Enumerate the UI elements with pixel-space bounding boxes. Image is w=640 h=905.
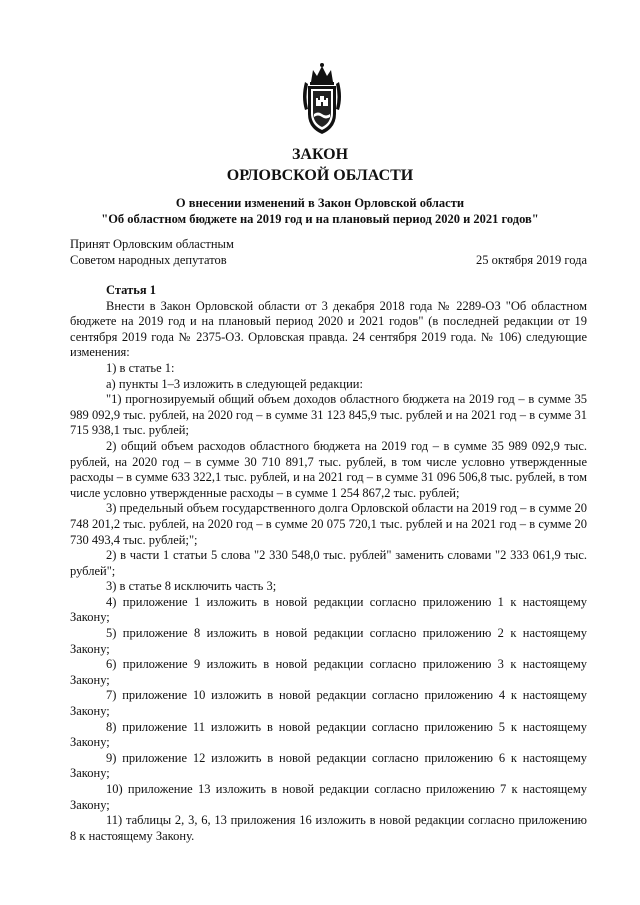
article-paragraph: Внести в Закон Орловской области от 3 декабря 2018 года № 2289-ОЗ "Об областном бюджете на 2019 год и на плановый период 2020 и 2021 годов" (в последней редакции от 19 сентября 2019 года № 2375-ОЗ. Орловская правда. 24 сентября 2019 года. № 106) следующие изменения: (70, 298, 587, 360)
article-paragraph: 7) приложение 10 изложить в новой редакции согласно приложению 4 к настоящему Закону; (70, 688, 587, 719)
article-paragraph: 1) в статье 1: (106, 360, 175, 375)
article-paragraph: а) пункты 1–3 изложить в следующей редакции: (106, 376, 363, 391)
article-paragraph: 3) в статье 8 исключить часть 3; (106, 579, 277, 594)
article-body (70, 283, 587, 844)
document-subject-line2: "Об областном бюджете на 2019 год и на плановый период 2020 и 2021 годов" (101, 212, 539, 226)
article-paragraph: 4) приложение 1 изложить в новой редакции согласно приложению 1 к настоящему Закону; (70, 594, 587, 625)
adoption-line2: Советом народных депутатов (70, 253, 227, 267)
orel-oblast-coat-of-arms-icon (299, 62, 345, 137)
adoption-date: 25 октября 2019 года (475, 253, 587, 267)
article-paragraph: "1) прогнозируемый общий объем доходов областного бюджета на 2019 год – в сумме 35 989 092,9 тыс. рублей, на 2020 год – в сумме 31 123 845,9 тыс. рублей и на 2021 год – в сумме 31 715 938,1 тыс. рублей; (70, 392, 587, 438)
article-paragraph: 10) приложение 13 изложить в новой редакции согласно приложению 7 к настоящему Закону; (70, 782, 587, 812)
article-paragraph: 9) приложение 12 изложить в новой редакции согласно приложению 6 к настоящему Закону; (70, 750, 587, 781)
article-paragraph: 2) в части 1 статьи 5 слова "2 330 548,0 тыс. рублей" заменить словами "2 333 061,9 тыс. рублей"; (70, 548, 587, 578)
document-subject-line1: О внесении изменений в Закон Орловской области (175, 196, 465, 210)
article-paragraph: 2) общий объем расходов областного бюджета на 2019 год – в сумме 35 989 092,9 тыс. рублей, на 2020 год – в сумме 30 710 891,7 тыс. рублей, в том числе условно утвержденные расходы – в сумме 633 322,1 тыс. рублей, и на 2021 год – в сумме 31 096 506,8 тыс. рублей, в том числе условно утвержденные расходы – в сумме 1 254 867,2 тыс. рублей; (70, 438, 587, 500)
article-paragraph: 8) приложение 11 изложить в новой редакции согласно приложению 5 к настоящему Закону; (70, 719, 587, 750)
article-paragraph: 5) приложение 8 изложить в новой редакции согласно приложению 2 к настоящему Закону; (70, 626, 587, 656)
adoption-line1: Принят Орловским областным (70, 237, 234, 251)
article-paragraph: 11) таблицы 2, 3, 6, 13 приложения 16 изложить в новой редакции согласно приложению 8 к настоящему Закону. (70, 813, 587, 843)
article-paragraph: 6) приложение 9 изложить в новой редакции согласно приложению 3 к настоящему Закону; (70, 657, 587, 687)
document-region: ОРЛОВСКОЙ ОБЛАСТИ (226, 167, 414, 184)
article-heading: Статья 1 (106, 283, 156, 297)
article-paragraph: 3) предельный объем государственного долга Орловской области на 2019 год – в сумме 20 748 201,2 тыс. рублей, на 2020 год – в сумме 20 075 720,1 тыс. рублей и на 2021 год – в сумме 20 730 493,4 тыс. рублей;"; (70, 501, 587, 547)
document-title: ЗАКОН (291, 146, 349, 163)
